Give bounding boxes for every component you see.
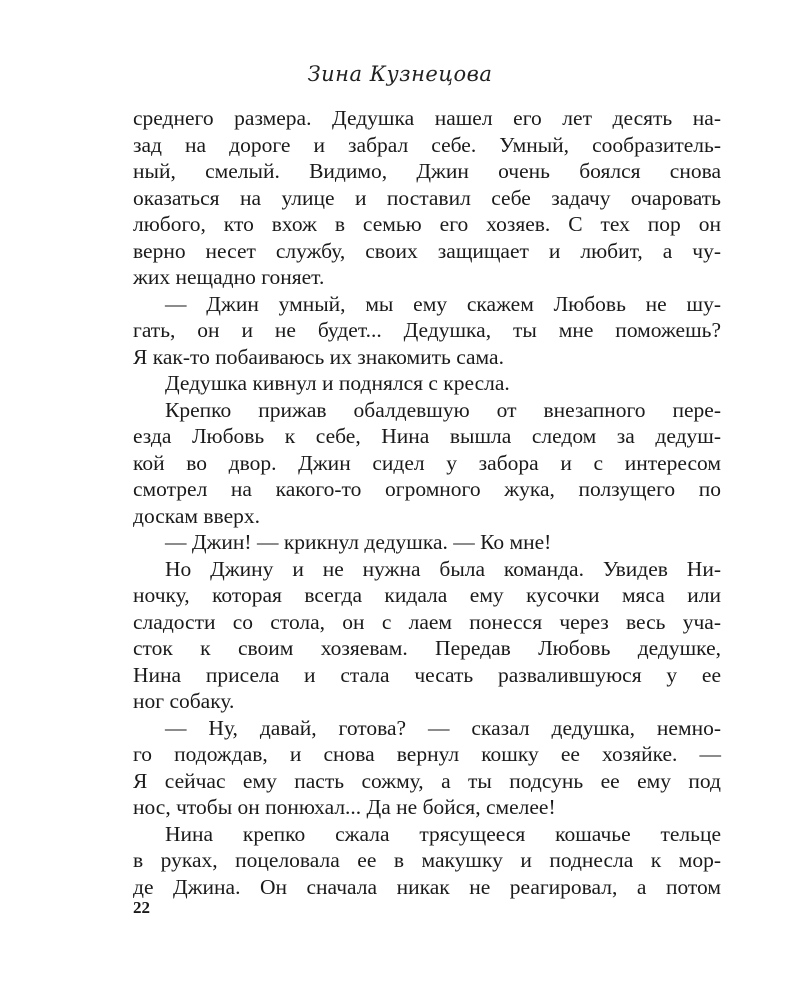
text-line: в руках, поцеловала ее в макушку и поднесла к мор- xyxy=(133,848,721,872)
running-head-author: Зина Кузнецова xyxy=(307,62,493,86)
text-line: — Джин умный, мы ему скажем Любовь не шу- xyxy=(165,291,721,316)
text-line: ночку, которая всегда кидала ему кусочки мяса или xyxy=(133,583,721,607)
text-line: нос, чтобы он понюхал... Да не бойся, смелее! xyxy=(133,795,556,819)
text-line: любого, кто вхож в семью его хозяев. С тех пор он xyxy=(133,212,721,236)
text-line: Крепко прижав обалдевшую от внезапного пере- xyxy=(165,397,721,422)
text-line: де Джина. Он сначала никак не реагировал, а потом xyxy=(133,874,721,899)
text-line: го подождав, и снова вернул кошку ее хозяйке. — xyxy=(133,742,721,766)
text-line: Но Джину и не нужна была команда. Увидев Ни- xyxy=(165,556,721,581)
text-line: Я как-то побаиваюсь их знакомить сама. xyxy=(133,344,504,369)
body-text xyxy=(133,105,721,900)
text-line: гать, он и не будет... Дедушка, ты мне поможешь? xyxy=(133,318,721,342)
text-line: среднего размера. Дедушка нашел его лет десять на- xyxy=(133,106,721,130)
text-line: оказаться на улице и поставил себе задачу очаровать xyxy=(133,185,721,210)
text-line: Нина крепко сжала трясущееся кошачье тельце xyxy=(165,821,721,846)
text-line: Дедушка кивнул и поднялся с кресла. xyxy=(165,371,510,395)
text-line: езда Любовь к себе, Нина вышла следом за дедуш- xyxy=(133,424,721,448)
text-line: Нина присела и стала чесать развалившуюся у ее xyxy=(133,662,721,687)
text-line: жих нещадно гоняет. xyxy=(133,265,325,289)
text-line: — Ну, давай, готова? — сказал дедушка, немно- xyxy=(165,715,721,740)
text-line: сток к своим хозяевам. Передав Любовь дедушке, xyxy=(133,636,721,660)
text-line: ный, смелый. Видимо, Джин очень боялся снова xyxy=(133,159,721,183)
text-line: смотрел на какого-то огромного жука, ползущего по xyxy=(133,477,721,501)
text-line: зад на дороге и забрал себе. Умный, сообразитель- xyxy=(133,132,721,157)
text-line: ног собаку. xyxy=(133,689,235,713)
text-line: — Джин! — крикнул дедушка. — Ко мне! xyxy=(165,530,552,554)
text-line: доскам вверх. xyxy=(133,503,261,528)
text-line: верно несет службу, своих защищает и любит, а чу- xyxy=(133,238,721,263)
text-line: кой во двор. Джин сидел у забора и с интересом xyxy=(133,450,721,475)
text-line: сладости со стола, он с лаем понесся через весь уча- xyxy=(133,609,721,634)
page-number: 22 xyxy=(133,898,150,917)
text-line: Я сейчас ему пасть сожму, а ты подсунь ее ему под xyxy=(133,768,721,793)
